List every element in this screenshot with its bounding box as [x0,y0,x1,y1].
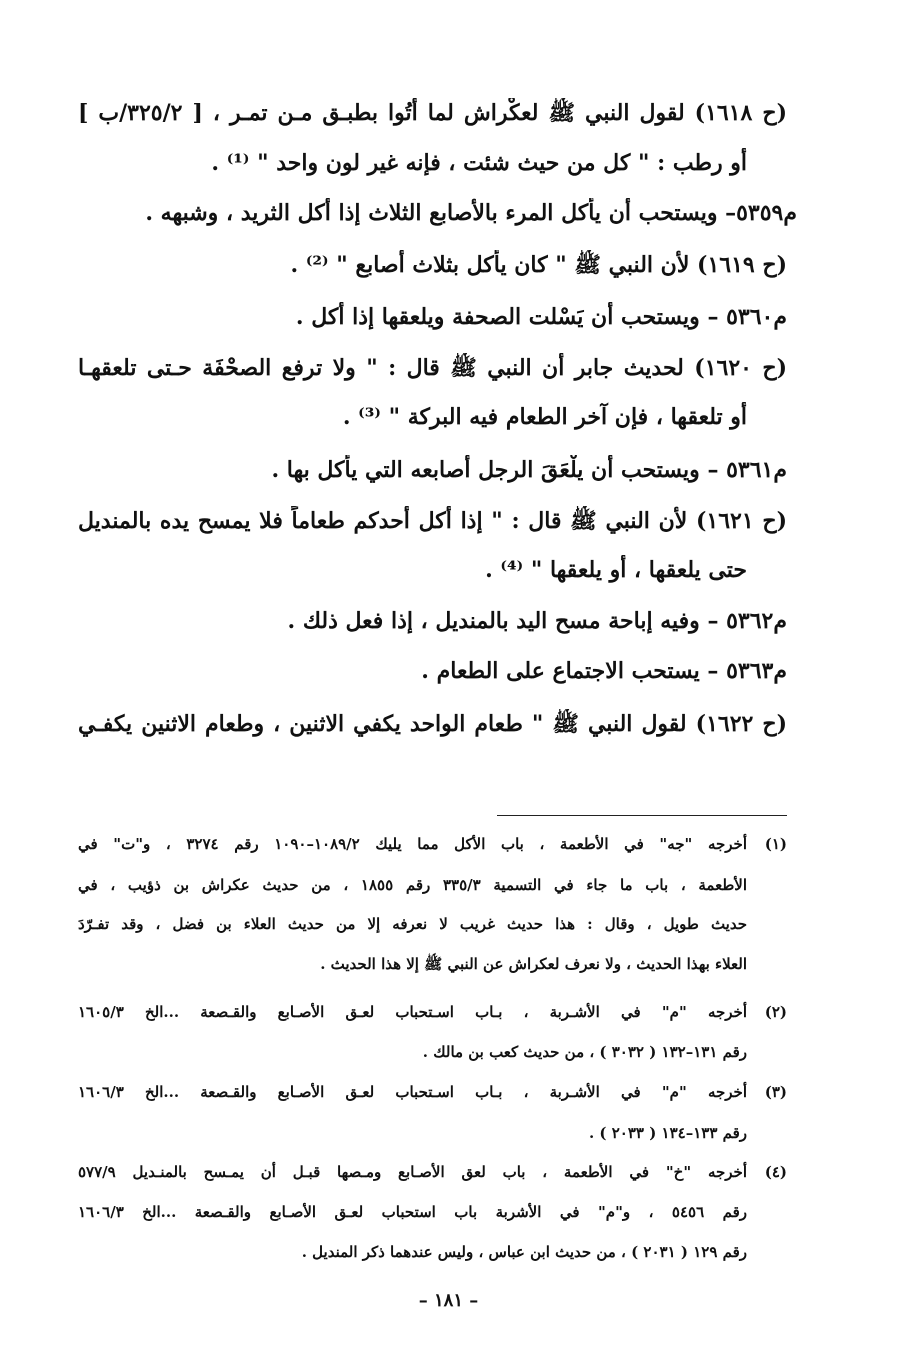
footnote-4-line-3: رقم ١٢٩ ( ٢٠٣١ ) ، من حديث ابن عباس ، وليس عندهما ذكر المنديل . [301,1243,747,1261]
hadith-1620-line-1: (ح ١٦٢٠) لحديث جابر أن النبي ﷺ قال : " ولا ترفع الصحْفَة حـتى تلعقهـا [78,355,787,381]
footnote-3-line-1: أخرجه "م" في الأشـربة ، بـاب اسـتحباب لعـق الأصـابع والقـصعة ...الخ ١٦٠٦/٣ [78,1083,747,1101]
footnote-2-number: (٢) [764,1003,787,1021]
page-number: – ١٨١ – [418,1290,479,1311]
masalah-5362: م٥٣٦٢ – وفيه إباحة مسح اليد بالمنديل ، إذا فعل ذلك . [287,608,787,634]
footnote-4-number: (٤) [764,1163,787,1181]
footnote-1-line-1: أخرجه "جه" في الأطعمة ، باب الأكل مما يليك ١٠٨٩/٢–١٠٩٠ رقم ٣٢٧٤ ، و"ت" في [78,835,747,853]
footnote-2-line-2: رقم ١٣١–١٣٢ ( ٣٠٣٢ ) ، من حديث كعب بن مالك . [422,1043,747,1061]
footnote-1-line-4: العلاء بهذا الحديث ، ولا نعرف لعكراش عن النبي ﷺ إلا هذا الحديث . [320,955,747,973]
footnote-4-line-1: أخرجه "خ" في الأطعمة ، باب لعق الأصـابع ومـصها قبـل أن يمـسح بالمنـديل ٥٧٧/٩ [78,1163,747,1181]
hadith-1621-line-1: (ح ١٦٢١) لأن النبي ﷺ قال : " إذا أكل أحدكم طعاماً فلا يمسح يده بالمنديل [78,508,787,534]
hadith-1618-line-2: أو رطب : " كل من حيث شئت ، فإنه غير لون واحد " ⁽¹⁾ . [211,150,747,176]
footnote-4-line-2: رقم ٥٤٥٦ ، و"م" في الأشربة باب استحباب لعـق الأصـابع والقـصعة ...الخ ١٦٠٦/٣ [78,1203,747,1221]
masalah-5359: م٥٣٥٩– ويستحب أن يأكل المرء بالأصابع الثلاث إذا أكل الثريد ، وشبهه . [145,200,797,226]
footnote-3-line-2: رقم ١٣٣–١٣٤ ( ٢٠٣٣ ) . [588,1124,747,1142]
hadith-1621-line-2: حتى يلعقها ، أو يلعقها " ⁽⁴⁾ . [485,557,747,583]
masalah-5363: م٥٣٦٣ – يستحب الاجتماع على الطعام . [421,658,787,684]
footnote-1-line-2: الأطعمة ، باب ما جاء في التسمية ٣٣٥/٣ رقم ١٨٥٥ ، من حديث عكراش بن ذؤيب ، في [78,876,747,894]
masalah-5361: م٥٣٦١ – ويستحب أن يلْعَقَ الرجل أصابعه التي يأكل بها . [271,457,787,483]
hadith-1619: (ح ١٦١٩) لأن النبي ﷺ " كان يأكل بثلاث أصابع " ⁽²⁾ . [290,252,787,278]
masalah-5360: م٥٣٦٠ – ويستحب أن يَسْلت الصحفة ويلعقها إذا أكل . [295,304,787,330]
hadith-1620-line-2: أو تلعقها ، فإن آخر الطعام فيه البركة " ⁽³⁾ . [342,404,747,430]
footnote-2-line-1: أخرجه "م" في الأشـربة ، بـاب اسـتحباب لعـق الأصـابع والقـصعة ...الخ ١٦٠٥/٣ [78,1003,747,1021]
hadith-1618-line-1: (ح ١٦١٨) لقول النبي ﷺ لعكْراش لما أُتُوا بطبـق مـن تمـر ، [ ٣٢٥/٢/ب ] [78,100,787,126]
footnote-1-line-3: حديث طويل ، وقال : هذا حديث غريب لا نعرفه إلا من حديث العلاء بن فضل ، وقد تفـرّدَ [78,915,747,933]
footnote-1-number: (١) [764,835,787,853]
hadith-1622-line-1: (ح ١٦٢٢) لقول النبي ﷺ " طعام الواحد يكفي الاثنين ، وطعام الاثنين يكفـي [78,711,787,737]
footnote-3-number: (٣) [764,1083,787,1101]
footnote-separator [497,815,787,816]
